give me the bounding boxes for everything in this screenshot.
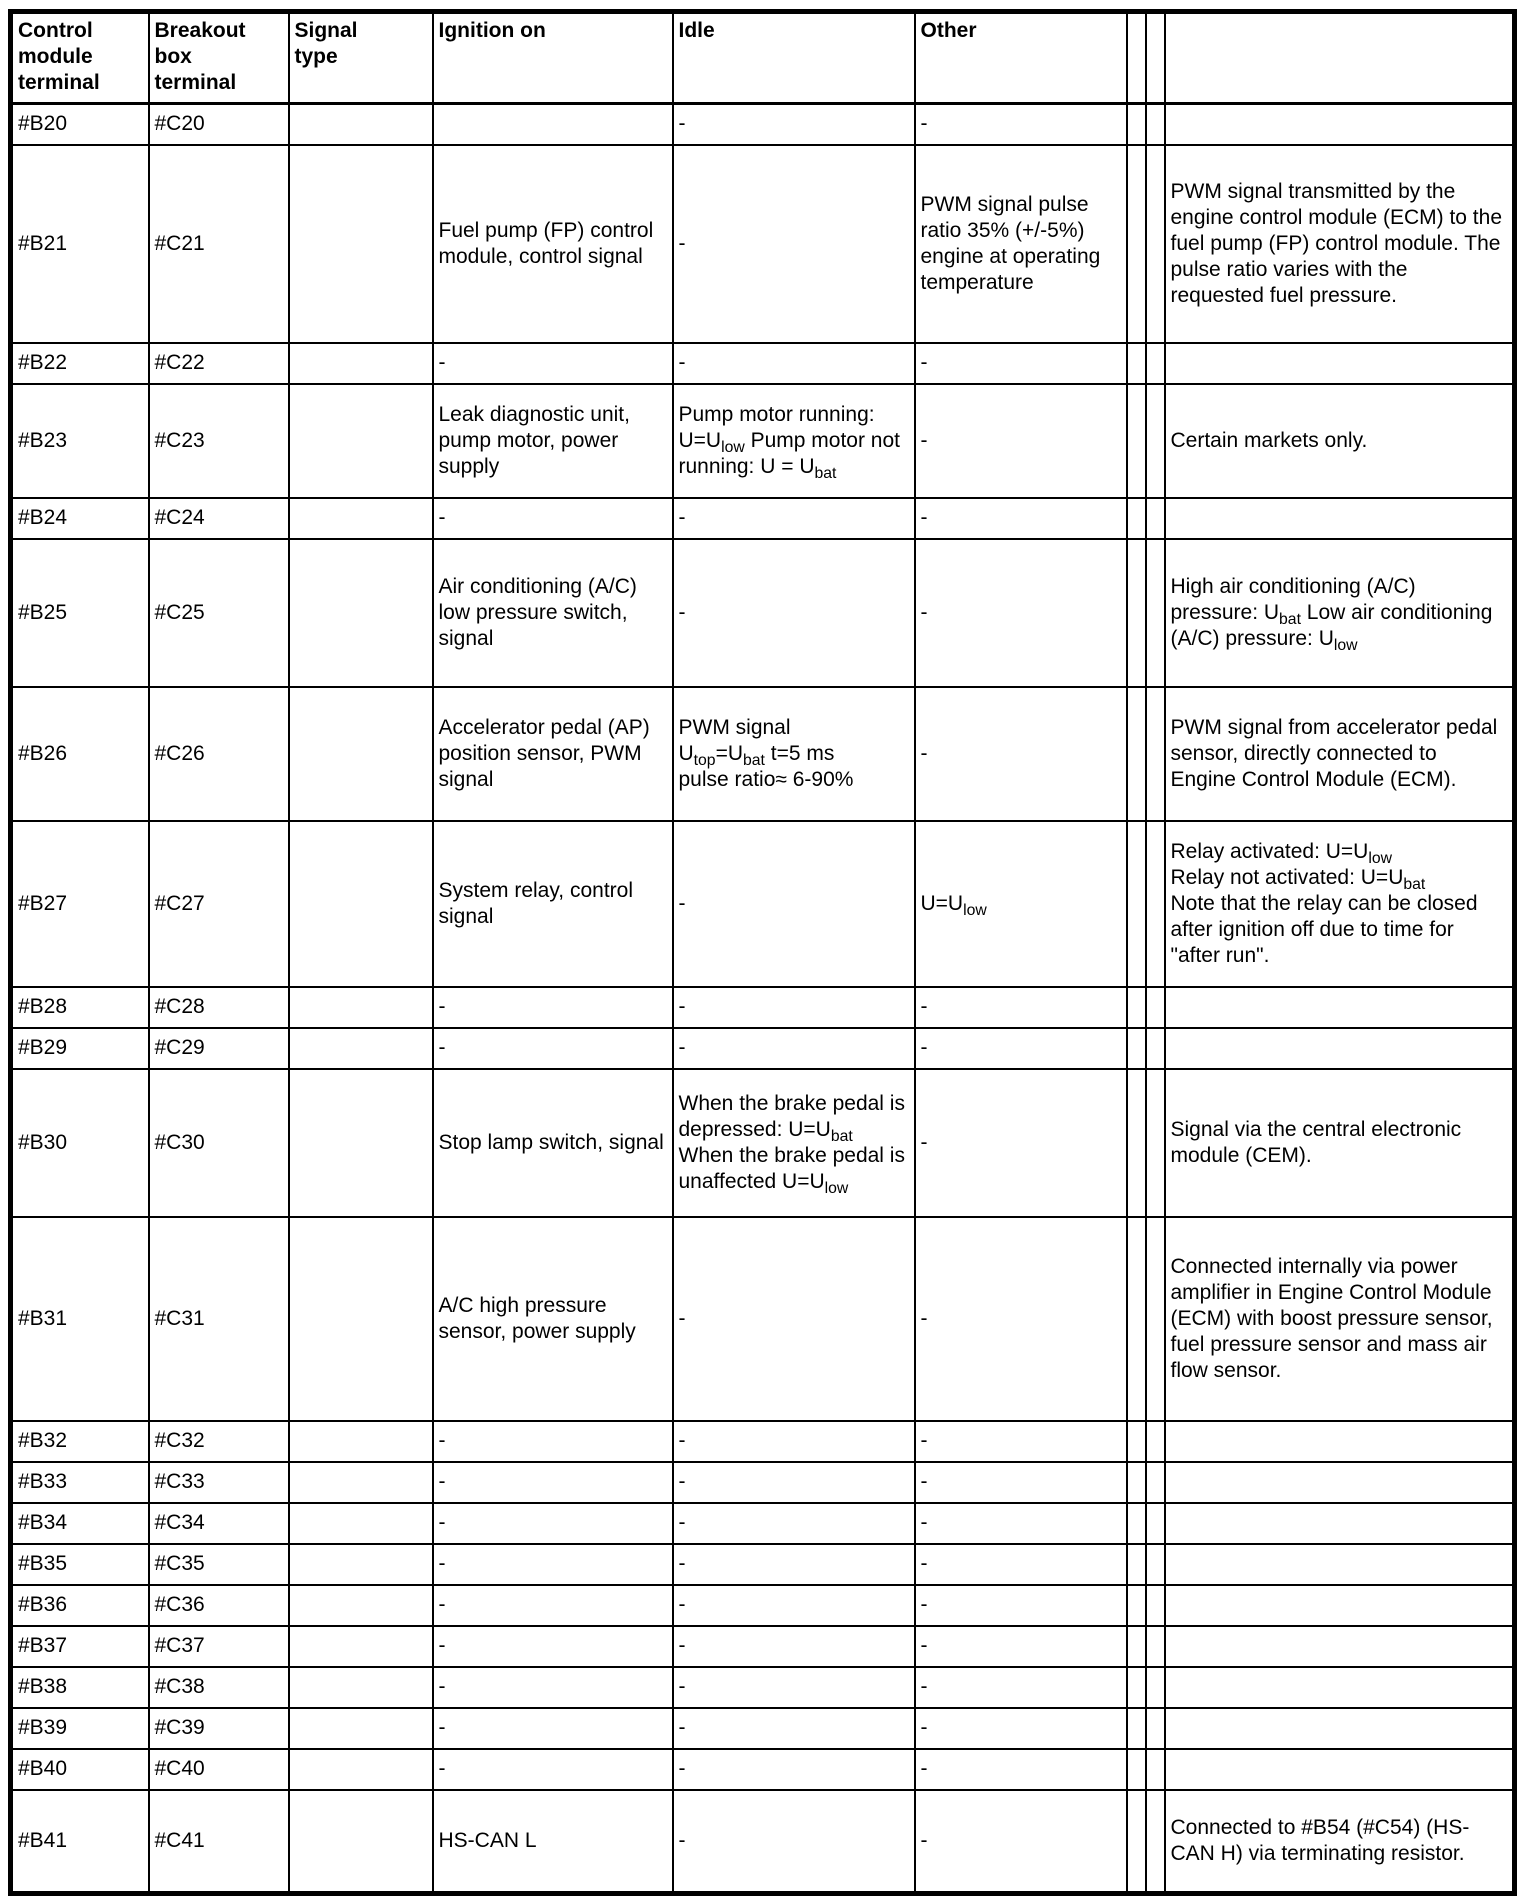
cell-ignition-on: - [433,1028,673,1069]
cell-notes [1165,1626,1515,1667]
cell-notes [1165,1585,1515,1626]
cell-idle: PWM signal $U_{top}=U_{bat}$ t=5 ms pulse ratio≈ 6-90% [673,687,915,821]
cell-control-module-terminal: #B20 [11,104,149,145]
table-row [11,343,1515,384]
cell-ignition-on: - [433,1544,673,1585]
table-row [11,104,1515,145]
table-row [11,1585,1515,1626]
cell-control-module-terminal: #B24 [11,498,149,539]
cell-notes [1165,1544,1515,1585]
cell-other: - [915,1028,1127,1069]
cell-spacer-2 [1146,1667,1165,1708]
cell-ignition-on: Leak diagnostic unit, pump motor, power supply [433,384,673,498]
cell-signal-type [289,498,433,539]
cell-spacer-1 [1127,1462,1146,1503]
cell-spacer-1 [1127,1790,1146,1894]
cell-spacer-2 [1146,539,1165,687]
cell-spacer-1 [1127,539,1146,687]
table-row [11,1708,1515,1749]
table-row [11,1421,1515,1462]
cell-other: - [915,343,1127,384]
cell-ignition-on: - [433,1585,673,1626]
cell-signal-type [289,1585,433,1626]
cell-idle: Pump motor running: $U=U_{low}$ Pump motor not running: $U = U_{bat}$ [673,384,915,498]
cell-ignition-on: - [433,987,673,1028]
cell-notes [1165,104,1515,145]
cell-breakout-box-terminal: #C37 [149,1626,289,1667]
cell-other: - [915,539,1127,687]
cell-idle: - [673,343,915,384]
cell-spacer-1 [1127,343,1146,384]
cell-ignition-on: System relay, control signal [433,821,673,987]
cell-notes: Connected internally via power amplifier in Engine Control Module (ECM) with boost pressure sensor, fuel pressure sensor and mass air flow sensor. [1165,1217,1515,1421]
cell-control-module-terminal: #B35 [11,1544,149,1585]
column-header-signal-type: Signal type [289,12,433,104]
table-row [11,1503,1515,1544]
cell-ignition-on: - [433,498,673,539]
cell-other: - [915,104,1127,145]
cell-spacer-2 [1146,1503,1165,1544]
table-row [11,498,1515,539]
table-row [11,1667,1515,1708]
cell-notes: PWM signal transmitted by the engine control module (ECM) to the fuel pump (FP) control module. The pulse ratio varies with the requested fuel pressure. [1165,145,1515,343]
column-header-notes [1165,12,1515,104]
column-header-ignition-on: Ignition on [433,12,673,104]
cell-signal-type [289,821,433,987]
cell-signal-type [289,1028,433,1069]
cell-spacer-1 [1127,1028,1146,1069]
cell-control-module-terminal: #B27 [11,821,149,987]
cell-control-module-terminal: #B31 [11,1217,149,1421]
cell-signal-type [289,987,433,1028]
cell-control-module-terminal: #B37 [11,1626,149,1667]
cell-notes: Relay activated: $U=U_{low}$ Relay not activated: $U=U_{bat}$ Note that the relay can be closed after ignition off due to time for "after run". [1165,821,1515,987]
cell-control-module-terminal: #B28 [11,987,149,1028]
cell-other: - [915,1585,1127,1626]
cell-breakout-box-terminal: #C33 [149,1462,289,1503]
table-row [11,1626,1515,1667]
table-row [11,821,1515,987]
cell-breakout-box-terminal: #C21 [149,145,289,343]
cell-idle: - [673,1503,915,1544]
cell-spacer-1 [1127,1069,1146,1217]
cell-other: - [915,1069,1127,1217]
cell-idle: - [673,1421,915,1462]
cell-spacer-1 [1127,687,1146,821]
cell-ignition-on: HS-CAN L [433,1790,673,1894]
cell-spacer-2 [1146,1585,1165,1626]
table-row [11,1462,1515,1503]
cell-ignition-on: A/C high pressure sensor, power supply [433,1217,673,1421]
cell-spacer-2 [1146,987,1165,1028]
table-row [11,1544,1515,1585]
cell-idle: - [673,1749,915,1790]
cell-notes: Connected to #B54 (#C54) (HS-CAN H) via terminating resistor. [1165,1790,1515,1894]
cell-ignition-on: - [433,1503,673,1544]
cell-spacer-2 [1146,343,1165,384]
cell-other: - [915,687,1127,821]
cell-spacer-1 [1127,384,1146,498]
cell-breakout-box-terminal: #C30 [149,1069,289,1217]
cell-signal-type [289,1626,433,1667]
cell-other: - [915,1462,1127,1503]
cell-ignition-on: Stop lamp switch, signal [433,1069,673,1217]
cell-control-module-terminal: #B34 [11,1503,149,1544]
cell-spacer-2 [1146,1462,1165,1503]
cell-spacer-1 [1127,1585,1146,1626]
cell-spacer-1 [1127,987,1146,1028]
column-header-breakout-box-terminal: Breakout box terminal [149,12,289,104]
cell-signal-type [289,1544,433,1585]
cell-other: - [915,1667,1127,1708]
cell-spacer-2 [1146,821,1165,987]
cell-idle: - [673,1217,915,1421]
cell-control-module-terminal: #B33 [11,1462,149,1503]
cell-other: - [915,384,1127,498]
cell-spacer-2 [1146,1544,1165,1585]
cell-signal-type [289,1462,433,1503]
cell-idle: - [673,987,915,1028]
cell-other: - [915,1544,1127,1585]
cell-notes [1165,1667,1515,1708]
cell-control-module-terminal: #B29 [11,1028,149,1069]
cell-breakout-box-terminal: #C38 [149,1667,289,1708]
cell-other: - [915,1503,1127,1544]
column-header-idle: Idle [673,12,915,104]
cell-spacer-1 [1127,1749,1146,1790]
cell-breakout-box-terminal: #C25 [149,539,289,687]
cell-spacer-2 [1146,1421,1165,1462]
cell-signal-type [289,343,433,384]
cell-signal-type [289,1069,433,1217]
cell-ignition-on: - [433,1462,673,1503]
column-header-control-module-terminal: Control module terminal [11,12,149,104]
cell-control-module-terminal: #B21 [11,145,149,343]
cell-notes: PWM signal from accelerator pedal sensor, directly connected to Engine Control Module (ECM). [1165,687,1515,821]
cell-idle: - [673,539,915,687]
cell-spacer-2 [1146,1708,1165,1749]
cell-breakout-box-terminal: #C31 [149,1217,289,1421]
cell-breakout-box-terminal: #C27 [149,821,289,987]
cell-breakout-box-terminal: #C23 [149,384,289,498]
table-row [11,1217,1515,1421]
cell-spacer-2 [1146,1217,1165,1421]
cell-spacer-1 [1127,1544,1146,1585]
cell-control-module-terminal: #B22 [11,343,149,384]
cell-other: - [915,1626,1127,1667]
cell-control-module-terminal: #B25 [11,539,149,687]
cell-notes: High air conditioning (A/C) pressure: $U_{bat}$ Low air conditioning (A/C) pressure: $U_{low}$ [1165,539,1515,687]
table-header-row [11,12,1515,104]
cell-other: - [915,1217,1127,1421]
cell-spacer-1 [1127,145,1146,343]
cell-signal-type [289,1667,433,1708]
cell-spacer-2 [1146,1749,1165,1790]
cell-control-module-terminal: #B40 [11,1749,149,1790]
cell-notes [1165,987,1515,1028]
cell-idle: - [673,104,915,145]
cell-other: - [915,987,1127,1028]
cell-notes [1165,343,1515,384]
cell-breakout-box-terminal: #C32 [149,1421,289,1462]
cell-idle: - [673,1790,915,1894]
cell-control-module-terminal: #B23 [11,384,149,498]
table-row [11,687,1515,821]
table-row [11,1069,1515,1217]
cell-signal-type [289,1421,433,1462]
cell-other: PWM signal pulse ratio 35% (+/-5%) engine at operating temperature [915,145,1127,343]
cell-ignition-on: Accelerator pedal (AP) position sensor, PWM signal [433,687,673,821]
cell-spacer-2 [1146,145,1165,343]
cell-notes [1165,1749,1515,1790]
cell-signal-type [289,145,433,343]
cell-ignition-on: Air conditioning (A/C) low pressure switch, signal [433,539,673,687]
cell-spacer-2 [1146,687,1165,821]
column-header-other: Other [915,12,1127,104]
cell-ignition-on: - [433,1667,673,1708]
cell-spacer-1 [1127,1626,1146,1667]
cell-spacer-2 [1146,498,1165,539]
cell-control-module-terminal: #B36 [11,1585,149,1626]
table-row [11,1028,1515,1069]
cell-spacer-2 [1146,1069,1165,1217]
cell-other: - [915,1790,1127,1894]
cell-notes [1165,1421,1515,1462]
cell-breakout-box-terminal: #C36 [149,1585,289,1626]
cell-notes: Certain markets only. [1165,384,1515,498]
cell-ignition-on: - [433,1749,673,1790]
cell-notes [1165,1503,1515,1544]
cell-idle: - [673,1544,915,1585]
cell-spacer-2 [1146,1028,1165,1069]
cell-breakout-box-terminal: #C35 [149,1544,289,1585]
cell-ignition-on [433,104,673,145]
table-row [11,987,1515,1028]
cell-control-module-terminal: #B38 [11,1667,149,1708]
cell-signal-type [289,539,433,687]
cell-idle: - [673,1585,915,1626]
table-row [11,1790,1515,1894]
cell-spacer-1 [1127,1421,1146,1462]
cell-signal-type [289,687,433,821]
cell-breakout-box-terminal: #C24 [149,498,289,539]
cell-signal-type [289,1749,433,1790]
cell-idle: - [673,145,915,343]
cell-spacer-2 [1146,1790,1165,1894]
cell-control-module-terminal: #B39 [11,1708,149,1749]
cell-other: - [915,1708,1127,1749]
cell-ignition-on: - [433,343,673,384]
cell-idle: When the brake pedal is depressed: $U=U_{bat}$ When the brake pedal is unaffected $U=U_{low}$ [673,1069,915,1217]
cell-idle: - [673,1028,915,1069]
cell-notes [1165,1462,1515,1503]
cell-control-module-terminal: #B26 [11,687,149,821]
terminal-table [8,9,1517,1896]
cell-control-module-terminal: #B32 [11,1421,149,1462]
cell-idle: - [673,1462,915,1503]
cell-spacer-1 [1127,1503,1146,1544]
cell-spacer-1 [1127,1217,1146,1421]
cell-notes [1165,1708,1515,1749]
cell-idle: - [673,821,915,987]
column-header-spacer-2 [1146,12,1165,104]
cell-signal-type [289,1217,433,1421]
cell-control-module-terminal: #B30 [11,1069,149,1217]
cell-notes [1165,498,1515,539]
cell-breakout-box-terminal: #C22 [149,343,289,384]
cell-breakout-box-terminal: #C41 [149,1790,289,1894]
cell-spacer-1 [1127,1667,1146,1708]
cell-breakout-box-terminal: #C20 [149,104,289,145]
cell-signal-type [289,104,433,145]
cell-spacer-2 [1146,1626,1165,1667]
cell-spacer-1 [1127,821,1146,987]
cell-breakout-box-terminal: #C29 [149,1028,289,1069]
cell-other: - [915,1421,1127,1462]
cell-ignition-on: - [433,1421,673,1462]
cell-notes [1165,1028,1515,1069]
table-row [11,145,1515,343]
cell-breakout-box-terminal: #C34 [149,1503,289,1544]
cell-signal-type [289,1503,433,1544]
cell-ignition-on: - [433,1708,673,1749]
cell-breakout-box-terminal: #C39 [149,1708,289,1749]
cell-signal-type [289,1790,433,1894]
cell-breakout-box-terminal: #C40 [149,1749,289,1790]
cell-control-module-terminal: #B41 [11,1790,149,1894]
cell-spacer-2 [1146,104,1165,145]
table-row [11,1749,1515,1790]
column-header-spacer-1 [1127,12,1146,104]
terminal-table-body [11,104,1515,1894]
cell-notes: Signal via the central electronic module (CEM). [1165,1069,1515,1217]
cell-ignition-on: - [433,1626,673,1667]
cell-idle: - [673,1626,915,1667]
cell-idle: - [673,1667,915,1708]
cell-breakout-box-terminal: #C26 [149,687,289,821]
cell-ignition-on: Fuel pump (FP) control module, control signal [433,145,673,343]
cell-other: $U=U_{low}$ [915,821,1127,987]
cell-spacer-2 [1146,384,1165,498]
cell-other: - [915,1749,1127,1790]
cell-signal-type [289,384,433,498]
cell-spacer-1 [1127,1708,1146,1749]
cell-signal-type [289,1708,433,1749]
cell-idle: - [673,498,915,539]
cell-idle: - [673,1708,915,1749]
table-row [11,384,1515,498]
cell-spacer-1 [1127,104,1146,145]
cell-other: - [915,498,1127,539]
cell-breakout-box-terminal: #C28 [149,987,289,1028]
table-row [11,539,1515,687]
cell-spacer-1 [1127,498,1146,539]
